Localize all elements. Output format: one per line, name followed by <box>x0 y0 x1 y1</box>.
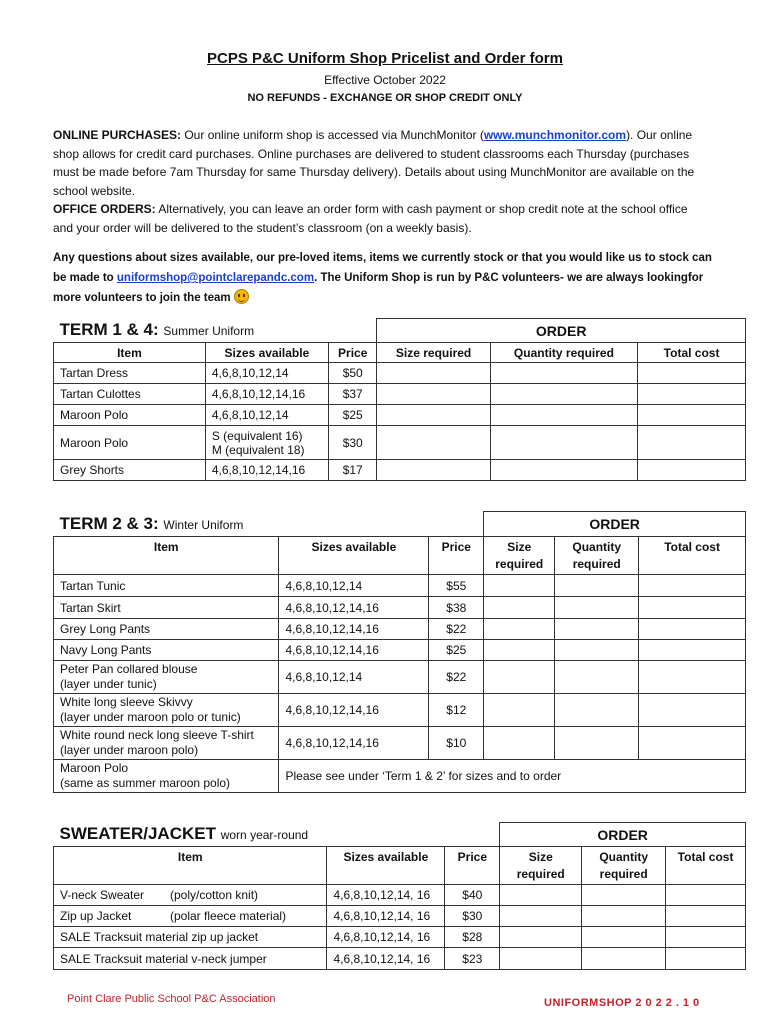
munchmonitor-link[interactable]: www.munchmonitor.com <box>483 128 627 142</box>
size-input[interactable] <box>500 948 582 970</box>
quantity-input[interactable] <box>555 597 639 619</box>
quantity-input[interactable] <box>490 405 637 426</box>
page-title: PCPS P&C Uniform Shop Pricelist and Order form <box>207 50 563 67</box>
total-input[interactable] <box>666 927 746 948</box>
quantity-input[interactable] <box>490 460 637 481</box>
term23-order-header: ORDER <box>484 512 746 537</box>
size-input[interactable] <box>484 694 555 727</box>
size-input[interactable] <box>484 640 555 661</box>
table-row: Zip up Jacket (polar fleece material) 4,6,8,10,12,14, 16 $30 <box>54 906 746 927</box>
smiley-icon <box>234 289 249 304</box>
table-row: V-neck Sweater (poly/cotton knit) 4,6,8,10,12,14, 16 $40 <box>54 885 746 906</box>
col-sizes: Sizes available <box>205 343 328 363</box>
col-price: Price <box>445 847 500 885</box>
questions-text-1: Any questions about sizes available, our pre-loved items, items we currently stock or that you would like us to stock can be made to <box>53 252 712 284</box>
refund-policy: NO REFUNDS - EXCHANGE OR SHOP CREDIT ONLY <box>247 92 523 104</box>
col-price: Price <box>329 343 377 363</box>
table-row: Maroon Polo S (equivalent 16) M (equivalent 18) $30 <box>54 426 746 460</box>
table-row: Grey Shorts 4,6,8,10,12,14,16 $17 <box>54 460 746 481</box>
footer-code: UNIFORMSHOP 2022.10 <box>544 997 704 1009</box>
term23-table <box>53 511 746 793</box>
term14-heading: TERM 1 & 4: Summer Uniform <box>54 319 377 343</box>
quantity-input[interactable] <box>582 906 666 927</box>
total-input[interactable] <box>639 597 746 619</box>
quantity-input[interactable] <box>490 426 637 460</box>
col-price: Price <box>429 537 484 575</box>
col-item: Item <box>54 537 279 575</box>
total-input[interactable] <box>638 405 746 426</box>
table-row: SALE Tracksuit material v-neck jumper 4,6,8,10,12,14, 16 $23 <box>54 948 746 970</box>
col-total-cost: Total cost <box>639 537 746 575</box>
total-input[interactable] <box>638 460 746 481</box>
col-item: Item <box>54 343 206 363</box>
total-input[interactable] <box>638 363 746 384</box>
size-input[interactable] <box>484 619 555 640</box>
col-sizes: Sizes available <box>327 847 445 885</box>
total-input[interactable] <box>638 426 746 460</box>
questions-text-2: . The Uniform Shop is run by P&C volunteers- we are always lookingfor more volunteers to join the team <box>53 272 704 304</box>
size-input[interactable] <box>484 661 555 694</box>
maroon-polo-note: Please see under ‘Term 1 & 2’ for sizes and to order <box>279 760 746 793</box>
total-input[interactable] <box>666 906 746 927</box>
col-item: Item <box>54 847 327 885</box>
size-input[interactable] <box>500 927 582 948</box>
office-orders-label: OFFICE ORDERS: <box>53 202 156 217</box>
total-input[interactable] <box>666 948 746 970</box>
effective-date: Effective October 2022 <box>324 73 446 87</box>
col-size-required: Size required <box>484 537 555 575</box>
quantity-input[interactable] <box>582 885 666 906</box>
term14-order-header: ORDER <box>377 319 746 343</box>
size-input[interactable] <box>377 363 490 384</box>
table-row: White long sleeve Skivvy (layer under maroon polo or tunic) 4,6,8,10,12,14,16 $12 <box>54 694 746 727</box>
quantity-input[interactable] <box>555 661 639 694</box>
sweater-table <box>53 822 746 970</box>
total-input[interactable] <box>638 384 746 405</box>
size-input[interactable] <box>377 405 490 426</box>
total-input[interactable] <box>639 575 746 597</box>
quantity-input[interactable] <box>582 927 666 948</box>
total-input[interactable] <box>639 640 746 661</box>
questions-paragraph <box>53 248 713 308</box>
quantity-input[interactable] <box>490 363 637 384</box>
term23-heading: TERM 2 & 3: Winter Uniform <box>54 512 484 537</box>
quantity-input[interactable] <box>555 727 639 760</box>
size-input[interactable] <box>484 727 555 760</box>
table-row: Tartan Culottes 4,6,8,10,12,14,16 $37 <box>54 384 746 405</box>
col-size-required: Size required <box>500 847 582 885</box>
quantity-input[interactable] <box>490 384 637 405</box>
size-input[interactable] <box>377 384 490 405</box>
quantity-input[interactable] <box>555 619 639 640</box>
sweater-order-header: ORDER <box>500 823 746 847</box>
total-input[interactable] <box>639 727 746 760</box>
total-input[interactable] <box>666 885 746 906</box>
table-row: Tartan Dress 4,6,8,10,12,14 $50 <box>54 363 746 384</box>
table-row: Tartan Tunic 4,6,8,10,12,14 $55 <box>54 575 746 597</box>
total-input[interactable] <box>639 661 746 694</box>
intro-paragraph <box>53 126 703 238</box>
quantity-input[interactable] <box>555 575 639 597</box>
size-input[interactable] <box>500 906 582 927</box>
quantity-input[interactable] <box>582 948 666 970</box>
online-purchases-label: ONLINE PURCHASES: <box>53 128 182 142</box>
quantity-input[interactable] <box>555 640 639 661</box>
size-input[interactable] <box>377 426 490 460</box>
size-input[interactable] <box>484 575 555 597</box>
sweater-heading: SWEATER/JACKET worn year-round <box>54 823 500 847</box>
table-row: Peter Pan collared blouse (layer under tunic) 4,6,8,10,12,14 $22 <box>54 661 746 694</box>
term14-table <box>53 318 746 481</box>
total-input[interactable] <box>639 619 746 640</box>
size-input[interactable] <box>484 597 555 619</box>
table-row: Tartan Skirt 4,6,8,10,12,14,16 $38 <box>54 597 746 619</box>
email-link[interactable]: uniformshop@pointclarepandc.com <box>116 272 315 284</box>
col-sizes: Sizes available <box>279 537 429 575</box>
col-size-required: Size required <box>377 343 490 363</box>
table-row: Maroon Polo 4,6,8,10,12,14 $25 <box>54 405 746 426</box>
size-input[interactable] <box>500 885 582 906</box>
quantity-input[interactable] <box>555 694 639 727</box>
col-total-cost: Total cost <box>666 847 746 885</box>
total-input[interactable] <box>639 694 746 727</box>
table-row: White round neck long sleeve T-shirt (layer under maroon polo) 4,6,8,10,12,14,16 $10 <box>54 727 746 760</box>
office-text: Alternatively, you can leave an order form with cash payment or shop credit note at the school office and your order will be delivered to the student’s classroom (on a weekly basis). <box>53 202 688 235</box>
table-row: Navy Long Pants 4,6,8,10,12,14,16 $25 <box>54 640 746 661</box>
footer-association: Point Clare Public School P&C Association <box>67 993 276 1005</box>
online-text-2: ). Our online shop allows for credit card purchases. Online purchases are delivered to student classrooms each Thursday (purchases must be made before 7am Thursday for same Thursday delivery). Details about using MunchMonitor are available on the school website. <box>53 128 695 198</box>
table-row: Maroon Polo (same as summer maroon polo) Please see under ‘Term 1 & 2’ for sizes and to order <box>54 760 746 793</box>
col-quantity-required: Quantity required <box>582 847 666 885</box>
size-input[interactable] <box>377 460 490 481</box>
table-row: SALE Tracksuit material zip up jacket 4,6,8,10,12,14, 16 $28 <box>54 927 746 948</box>
online-text-1: Our online uniform shop is accessed via MunchMonitor ( <box>181 128 484 142</box>
col-quantity-required: Quantity required <box>555 537 639 575</box>
col-total-cost: Total cost <box>638 343 746 363</box>
col-quantity-required: Quantity required <box>490 343 637 363</box>
table-row: Grey Long Pants 4,6,8,10,12,14,16 $22 <box>54 619 746 640</box>
